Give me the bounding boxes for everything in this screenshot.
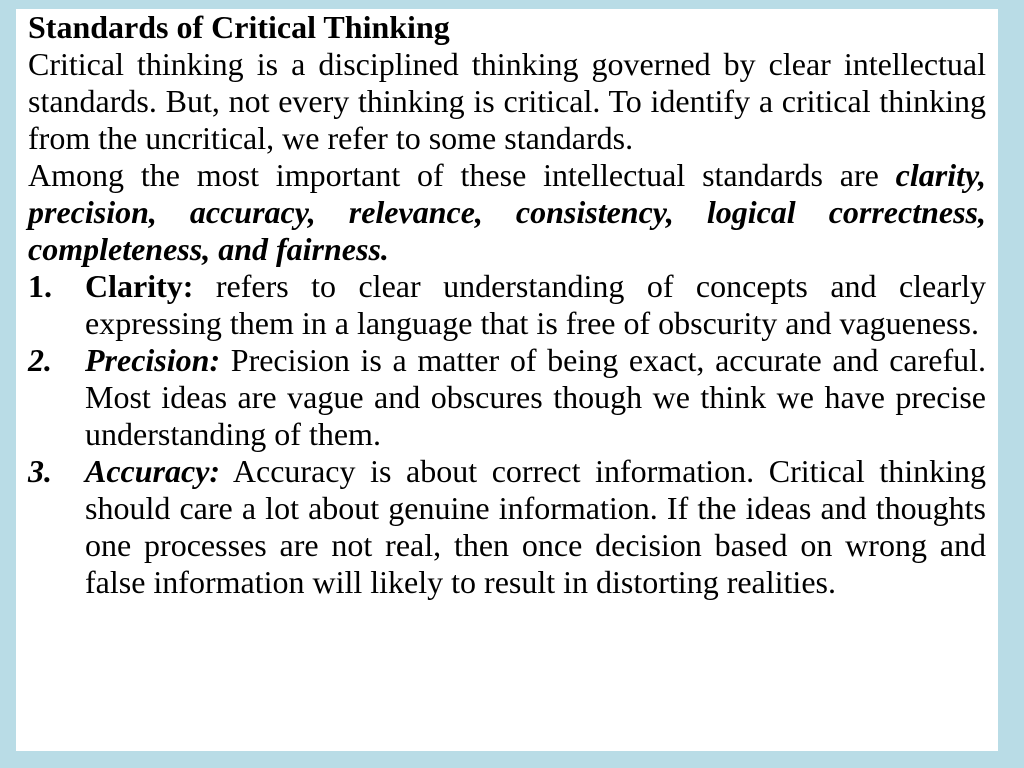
standards-definition-list <box>28 268 986 601</box>
term-clarity: Clarity: <box>85 268 194 304</box>
definition-clarity: refers to clear understanding of concepts and clearly expressing them in a language that is free of obscurity and vagueness. <box>85 268 987 341</box>
list-marker: 1. <box>28 268 52 304</box>
slide-panel <box>16 9 998 751</box>
list-item-clarity <box>28 268 986 342</box>
list-marker: 3. <box>28 453 52 489</box>
list-item-accuracy <box>28 453 986 601</box>
standards-lead: Among the most important of these intellectual standards are <box>28 157 879 193</box>
intro-paragraph: Critical thinking is a disciplined thinking governed by clear intellectual standards. But, not every thinking is critical. To identify a critical thinking from the uncritical, we refer to some standards. <box>28 46 986 156</box>
term-precision: Precision: <box>85 342 221 378</box>
term-accuracy: Accuracy: <box>85 453 221 489</box>
definition-precision: Precision is a matter of being exact, accurate and careful. Most ideas are vague and obscures though we think we have precise understanding of them. <box>85 342 987 452</box>
slide-content <box>28 9 986 601</box>
list-marker: 2. <box>28 342 52 378</box>
page-title: Standards of Critical Thinking <box>28 9 450 45</box>
list-item-precision <box>28 342 986 453</box>
standards-paragraph <box>28 157 986 268</box>
definition-accuracy: Accuracy is about correct information. Critical thinking should care a lot about genuine information. If the ideas and thoughts one processes are not real, then once decision based on wrong and false information will likely to result in distorting realities. <box>85 453 986 600</box>
standards-end: . <box>380 231 389 267</box>
standards-list: clarity, precision, accuracy, relevance, consistency, logical correctness, completeness, and fairness <box>28 157 987 267</box>
